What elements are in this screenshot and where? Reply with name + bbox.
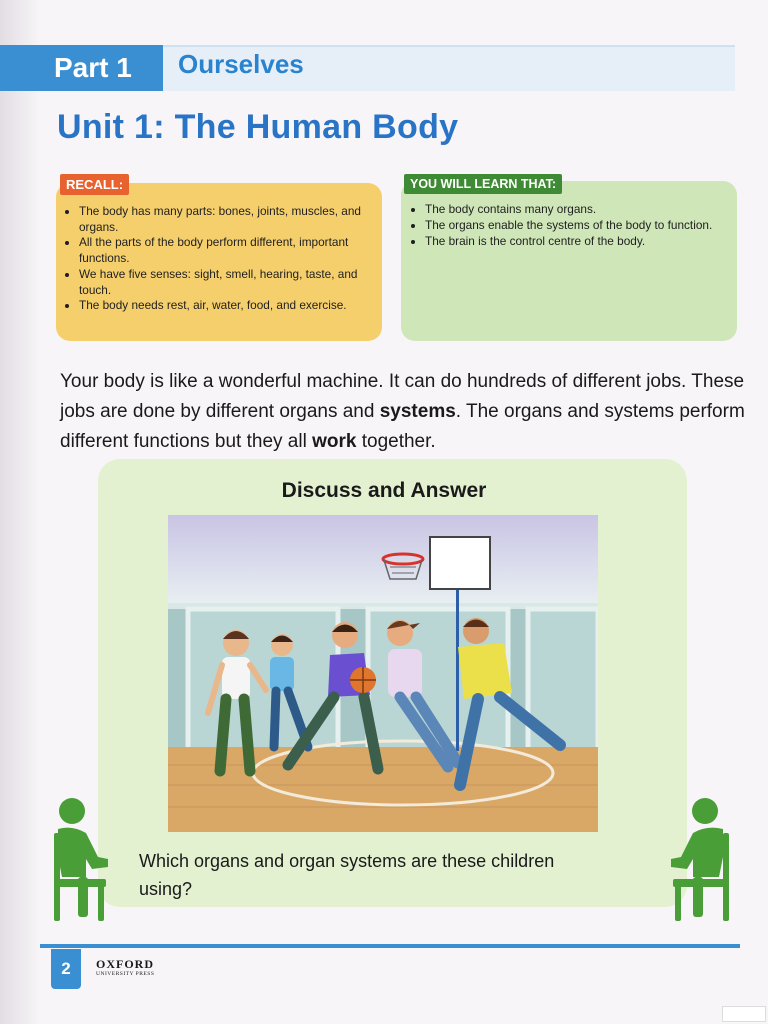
- recall-label: RECALL:: [60, 174, 129, 195]
- page-shadow: [0, 0, 40, 1024]
- person-sitting-icon: [48, 797, 114, 921]
- learn-item: • The brain is the control centre of the body.: [425, 233, 735, 249]
- part-title: Ourselves: [178, 49, 304, 79]
- recall-list: [66, 204, 375, 314]
- discussion-question: Which organs and organ systems are these children using?: [139, 851, 555, 899]
- intro-paragraph: [60, 367, 750, 457]
- learn-label: YOU WILL LEARN THAT:: [404, 174, 562, 194]
- recall-item: • All the parts of the body perform different, important functions.: [79, 235, 375, 266]
- publisher-subtitle: UNIVERSITY PRESS: [96, 971, 155, 977]
- person-sitting-icon: [663, 797, 737, 921]
- learn-item: • The body contains many organs.: [425, 201, 735, 217]
- learn-item: • The organs enable the systems of the body to function.: [425, 217, 735, 233]
- publisher-logo: OXFORD: [96, 957, 154, 971]
- discuss-title: Discuss and Answer: [281, 479, 487, 502]
- intro-keyword-systems: systems: [379, 401, 456, 422]
- intro-text: together.: [356, 431, 436, 452]
- page-number: 2: [51, 949, 81, 989]
- part-label: Part 1: [0, 45, 163, 91]
- unit-title: Unit 1: The Human Body: [57, 108, 459, 146]
- recall-item: • The body needs rest, air, water, food, and exercise.: [79, 298, 375, 314]
- learn-list: [412, 201, 735, 249]
- intro-keyword-work: work: [312, 431, 357, 452]
- footer-rule: [40, 944, 740, 948]
- basketball-illustration: [168, 515, 598, 832]
- recall-item: • We have five senses: sight, smell, hearing, taste, and touch.: [79, 267, 375, 298]
- intro-text: Your body is like a wonderful machine. It can do hundreds of different jobs. These jobs are done by different organs and: [60, 371, 745, 422]
- intro-text: . The organs and systems perform different functions but they all: [60, 401, 745, 452]
- scanner-watermark: [722, 1006, 766, 1022]
- recall-item: • The body has many parts: bones, joints, muscles, and organs.: [79, 204, 375, 235]
